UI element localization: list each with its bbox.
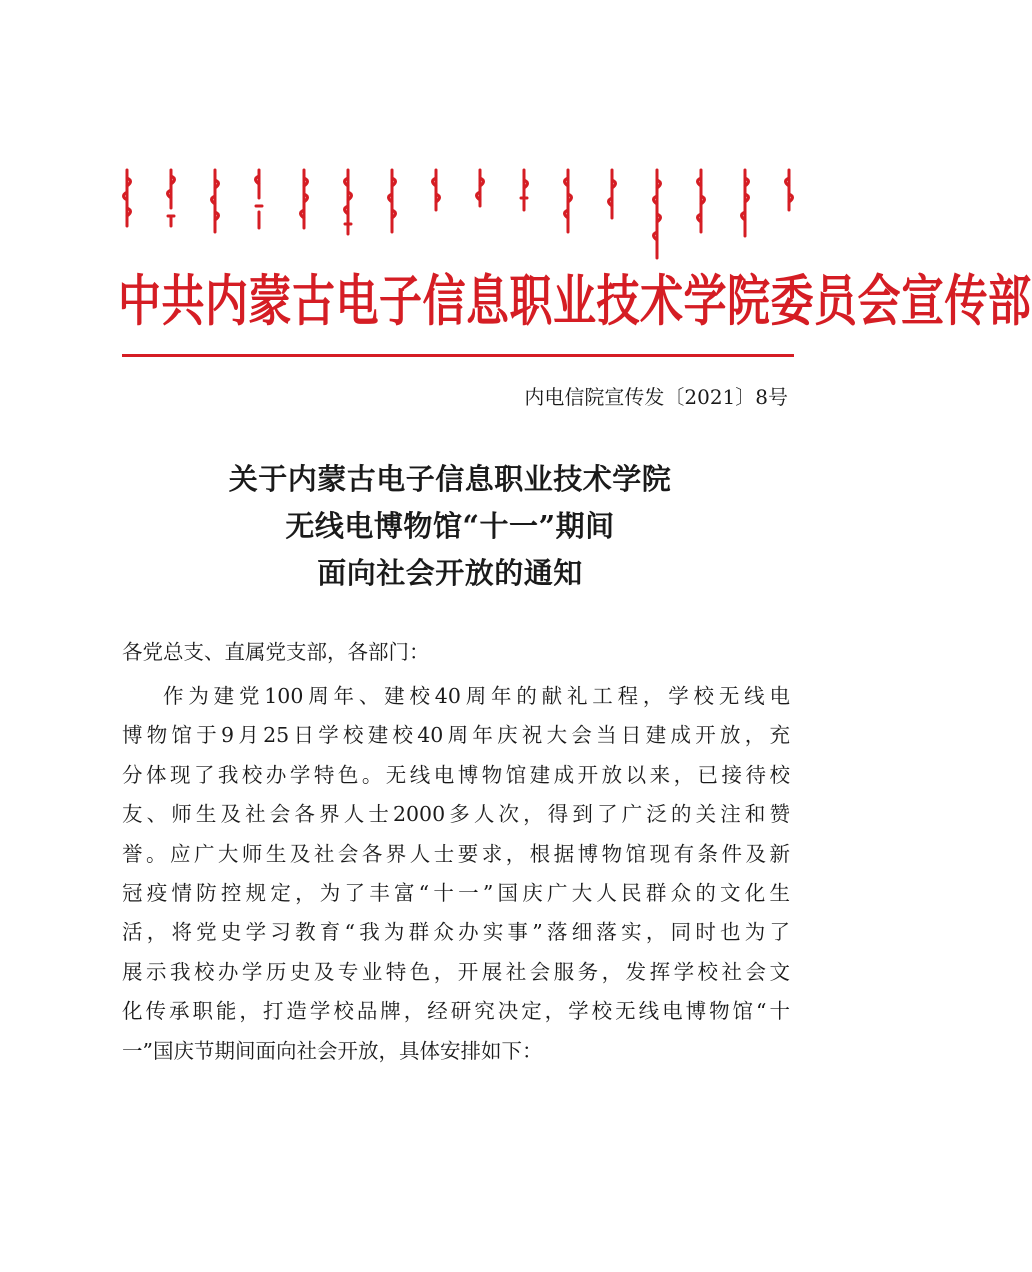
mongolian-glyph-column xyxy=(383,168,401,234)
title-line: 面向社会开放的通知 xyxy=(317,556,583,590)
mongolian-glyph-column xyxy=(780,168,798,212)
title-line: 关于内蒙古电子信息职业技术学院 xyxy=(228,462,672,496)
mongolian-glyph-column xyxy=(648,168,666,260)
body-line: 友、师生及社会各界人士2000多人次，得到了广泛的关注和赞 xyxy=(122,802,790,827)
mongolian-glyph-column xyxy=(515,168,533,212)
body-line: 博物馆于9月25日学校建校40周年庆祝大会当日建成开放，充 xyxy=(122,723,790,748)
title-line: 无线电博物馆“十一”期间 xyxy=(285,509,615,543)
mongolian-glyph-column xyxy=(559,168,577,234)
mongolian-script-row xyxy=(118,168,798,260)
mongolian-glyph-column xyxy=(118,168,136,228)
mongolian-glyph-column xyxy=(427,168,445,212)
body-line: 作为建党100周年、建校40周年的献礼工程，学校无线电 xyxy=(163,684,790,708)
body-line: 化传承职能，打造学校品牌，经研究决定，学校无线电博物馆“十 xyxy=(122,999,790,1024)
body-line: 活，将党史学习教育“我为群众办实事”落细落实，同时也为了 xyxy=(122,920,790,945)
body-line: 分体现了我校办学特色。无线电博物馆建成开放以来，已接待校 xyxy=(122,762,790,787)
organization-title: 中共内蒙古电子信息职业技术学院委员会宣传部 xyxy=(118,270,1032,334)
mongolian-glyph-column xyxy=(692,168,710,234)
mongolian-glyph-column xyxy=(295,168,313,230)
mongolian-glyph-column xyxy=(206,168,224,234)
mongolian-glyph-column xyxy=(736,168,754,238)
addressee-line: 各党总支、直属党支部，各部门： xyxy=(122,640,430,664)
document-title xyxy=(0,456,900,597)
body-line: 冠疫情防控规定，为了丰富“十一”国庆广大人民群众的文化生 xyxy=(122,881,790,906)
mongolian-glyph-column xyxy=(603,168,621,220)
mongolian-glyph-column xyxy=(339,168,357,236)
mongolian-glyph-column xyxy=(162,168,180,230)
red-divider-line xyxy=(122,354,794,357)
body-paragraph xyxy=(122,677,790,1071)
document-number: 内电信院宣传发〔2021〕8号 xyxy=(524,385,788,409)
mongolian-glyph-column xyxy=(471,168,489,208)
body-line: 誉。应广大师生及社会各界人士要求，根据博物馆现有条件及新 xyxy=(122,841,790,866)
mongolian-glyph-column xyxy=(250,168,268,232)
body-line: 展示我校办学历史及专业特色，开展社会服务，发挥学校社会文 xyxy=(122,959,790,984)
body-line: 一”国庆节期间面向社会开放，具体安排如下： xyxy=(122,1038,543,1063)
